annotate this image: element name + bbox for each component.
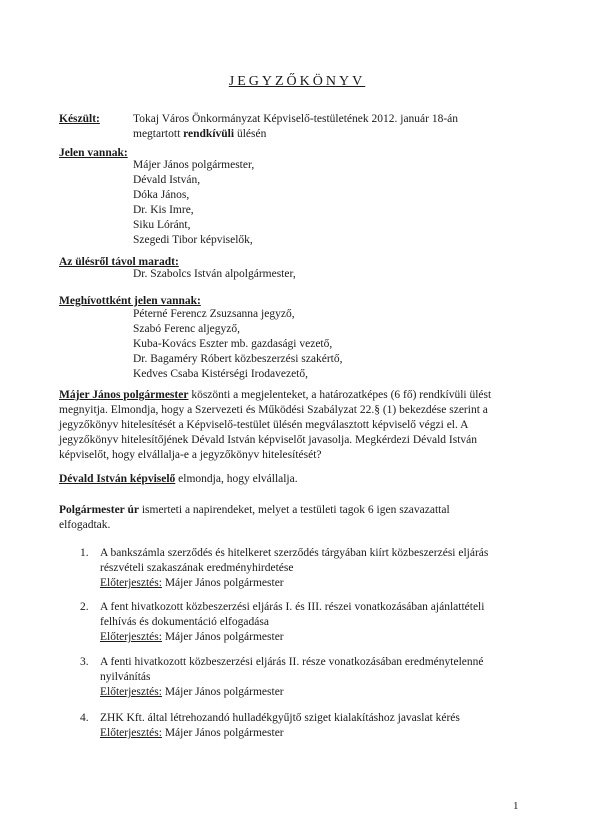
present-name: Májer János polgármester, xyxy=(133,159,255,171)
invited-name: Kedves Csaba Kistérségi Irodavezető, xyxy=(133,368,308,380)
invited-name: Dr. Bagaméry Róbert közbeszerzési szakértő, xyxy=(133,353,343,365)
present-name: Dóka János, xyxy=(133,189,190,201)
keszult-line-1: Tokaj Város Önkormányzat Képviselő-testületének 2012. január 18-án xyxy=(133,113,459,125)
absent-label: Az ülésről távol maradt: xyxy=(59,256,179,268)
agenda-item-number: 3. xyxy=(80,656,89,668)
invited-name: Kuba-Kovács Eszter mb. gazdasági vezető, xyxy=(133,338,333,350)
keszult-label: Készült: xyxy=(59,113,100,125)
agenda-item-number: 4. xyxy=(80,712,89,724)
invited-list xyxy=(133,307,342,382)
devald-paragraph: Dévald István képviselő elmondja, hogy elvállalja. xyxy=(59,473,298,485)
agenda-list: 1. A bankszámla szerződés és hitelkeret szerződés tárgyában kiírt közbeszerzési eljárás részvételi szakaszának eredményhirdetése Előterjesztés: Májer János polgármester 2. A fent hivatkozott közbeszerzési eljárás I. és III. részei vonatkozásában ajánlattételi felhívás és dokumentáció elfogadása Előterjesztés: Májer János polgármester 3. A fenti hivatkozott közbeszerzési eljárás II. része vonatkozásában eredménytelenné nyilvánítás Előterjesztés: Májer János polgármester 4. ZHK Kft. által létrehozandó hulladékgyűjtő sziget kialakításhoz javaslat kérés Előterjesztés: Májer János polgármester xyxy=(80,547,489,739)
speaker-mayor: Májer János polgármester xyxy=(59,389,189,401)
absent-name: Dr. Szabolcs István alpolgármester, xyxy=(133,268,296,280)
present-name: Szegedi Tibor képviselők, xyxy=(133,234,253,246)
present-name: Siku Lóránt, xyxy=(133,219,191,231)
opening-paragraph: Májer János polgármester köszönti a megjelenteket, a határozatképes (6 fő) rendkívüli ülést megnyitja. Elmondja, hogy a Szervezeti és Működési Szabályzat 22.§ (1) bekezdése szerint a jegyzőkönyv hitelesítését a Képviselő-testület ülésén megválasztott képviselő végzi el. A jegyzőkönyv hitelesítőjének Dévald István képviselőt javasolja. Megkérdezi Dévald István képviselőt, hogy elvállalja-e a jegyzőkönyv hitelesítését? xyxy=(59,389,492,461)
keszult-line-2: megtartott rendkívüli ülésén xyxy=(133,128,267,140)
invited-name: Péterné Ferencz Zsuzsanna jegyző, xyxy=(133,308,295,320)
present-label: Jelen vannak: xyxy=(59,147,128,159)
invited-label: Meghívottként jelen vannak: xyxy=(59,295,201,307)
invited-name: Szabó Ferenc aljegyző, xyxy=(133,323,240,335)
speaker-devald: Dévald István képviselő xyxy=(59,473,176,485)
document-title: JEGYZŐKÖNYV xyxy=(228,74,366,89)
agenda-item-number: 1. xyxy=(80,547,89,559)
present-name: Dévald István, xyxy=(133,174,201,186)
speaker-polgarmester: Polgármester úr xyxy=(59,504,139,516)
agenda-item-number: 2. xyxy=(80,601,89,613)
present-name: Dr. Kis Imre, xyxy=(133,204,194,216)
present-list xyxy=(133,158,254,248)
page-number: 1 xyxy=(513,800,519,812)
agenda-intro-paragraph: Polgármester úr ismerteti a napirendeket, melyet a testületi tagok 6 igen szavazattal elfogadtak. xyxy=(59,504,450,531)
